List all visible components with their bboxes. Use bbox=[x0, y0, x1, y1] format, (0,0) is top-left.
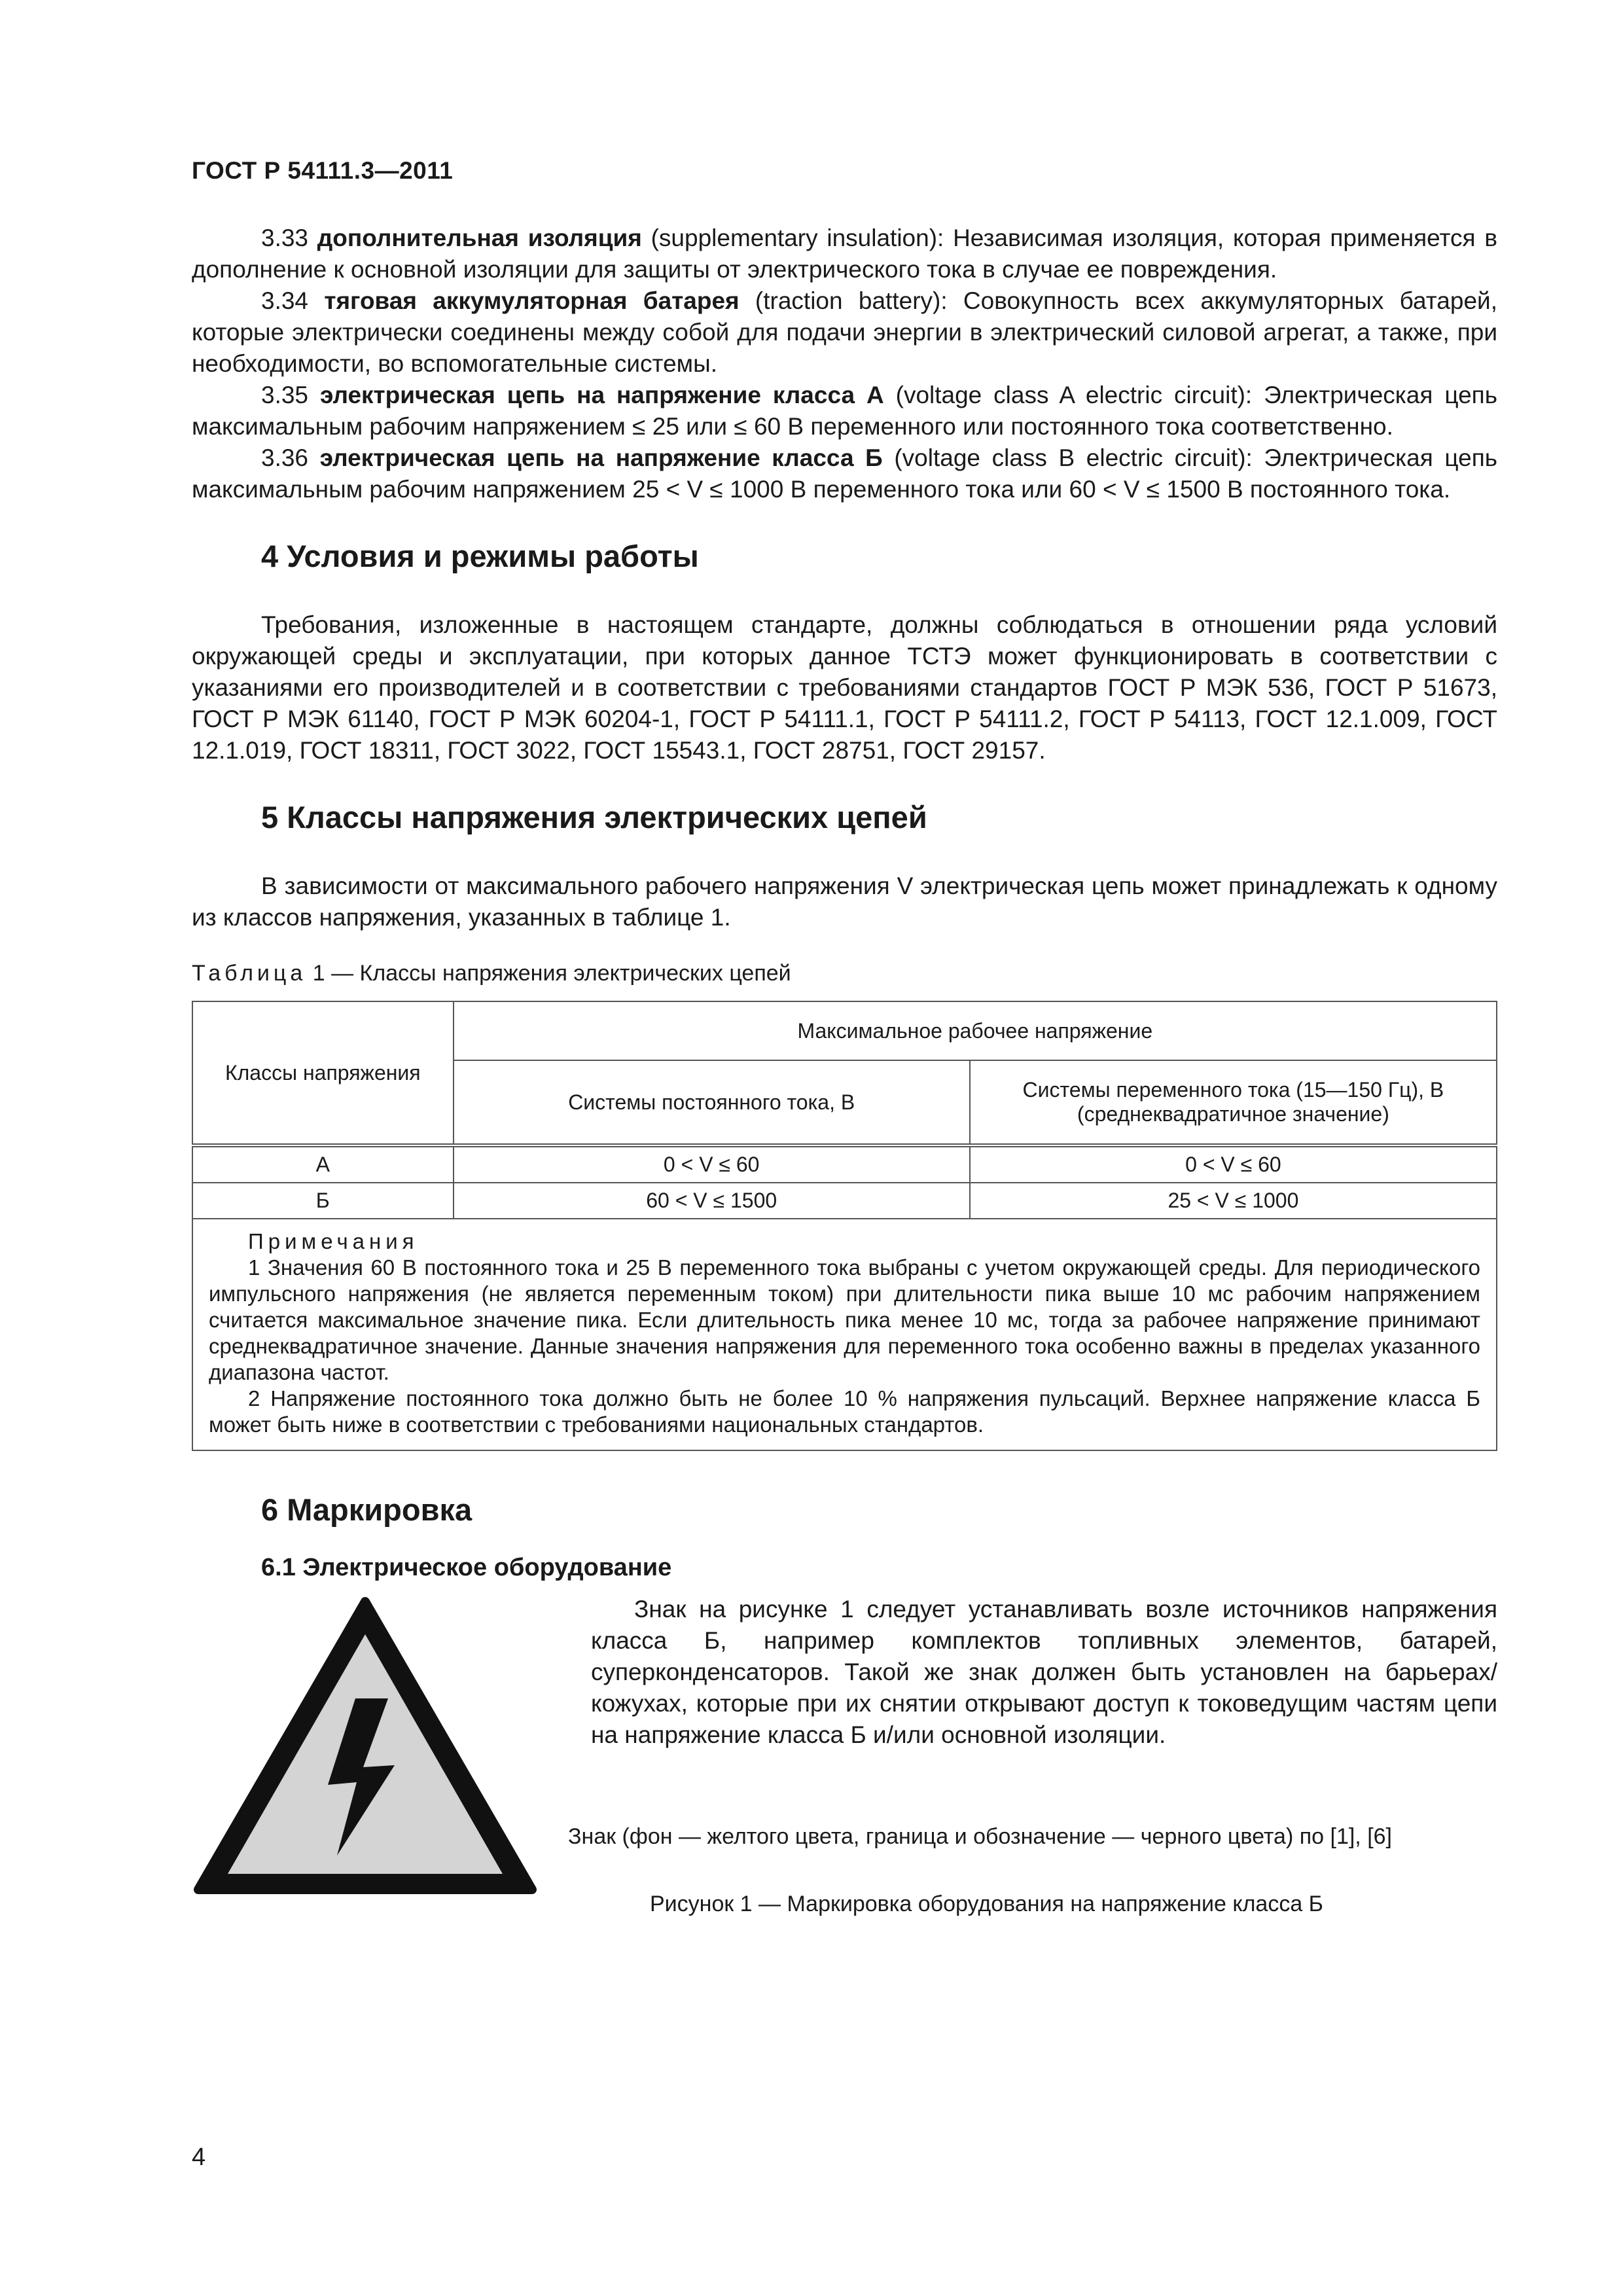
term-name: электрическая цепь на напряжение класса Б bbox=[319, 444, 883, 471]
page-number: 4 bbox=[192, 2144, 206, 2171]
term-3-36: 3.36 электрическая цепь на напряжение класса Б (voltage class B electric circuit): Электрическая цепь максимальным рабочим напряжением 25 < V ≤ 1000 В переменного тока или 60 < V ≤ 1500 В постоянного тока. bbox=[192, 444, 1498, 503]
table-notes bbox=[192, 1219, 1497, 1450]
marking-figure-block bbox=[192, 1594, 1497, 1947]
section-4-text: Требования, изложенные в настоящем стандарте, должны соблюдаться в отношении ряда условий окружающей среды и эксплуатации, при которых данное ТСТЭ может функционировать в соответствии с указаниями его производителей и в соответствии с требованиями стандартов ГОСТ Р МЭК 536, ГОСТ Р 51673, ГОСТ Р МЭК 61140, ГОСТ Р МЭК 60204-1, ГОСТ Р 54111.1, ГОСТ Р 54111.2, ГОСТ Р 54113, ГОСТ 12.1.009, ГОСТ 12.1.019, ГОСТ 18311, ГОСТ 3022, ГОСТ 15543.1, ГОСТ 28751, ГОСТ 29157. bbox=[192, 611, 1497, 764]
term-3-33: 3.33 дополнительная изоляция (supplementary insulation): Независимая изоляция, которая применяется в дополнение к основной изоляции для защиты от электрического тока в случае ее повреждения. bbox=[192, 224, 1498, 283]
dc-cell: 60 < V ≤ 1500 bbox=[454, 1183, 970, 1219]
table-header-row bbox=[192, 1001, 1497, 1060]
terms-list bbox=[192, 223, 1497, 505]
sign-caption: Знак (фон — желтого цвета, граница и обозначение — черного цвета) по [1], [6] bbox=[568, 1824, 1392, 1849]
ac-cell: 0 < V ≤ 60 bbox=[970, 1145, 1497, 1183]
high-voltage-warning-icon bbox=[192, 1594, 539, 1898]
notes-title: Примечания bbox=[248, 1229, 419, 1253]
section-5-title: 5 Классы напряжения электрических цепей bbox=[261, 800, 927, 834]
table-row bbox=[192, 1145, 1497, 1183]
section-6-1-title: 6.1 Электрическое оборудование bbox=[261, 1554, 672, 1581]
header-voltage-classes: Классы напряжения bbox=[192, 1001, 454, 1145]
marking-text-block bbox=[591, 1594, 1497, 1751]
section-6-title: 6 Маркировка bbox=[261, 1492, 473, 1527]
section-4-title: 4 Условия и режимы работы bbox=[261, 539, 699, 573]
header-max-voltage: Максимальное рабочее напряжение bbox=[454, 1001, 1497, 1060]
class-cell: Б bbox=[192, 1183, 454, 1219]
header-dc-systems: Системы постоянного тока, В bbox=[454, 1060, 970, 1145]
term-3-34: 3.34 тяговая аккумуляторная батарея (traction battery): Совокупность всех аккумуляторных батарей, которые электрически соединены между собой для подачи энергии в электрический силовой агрегат, а также, при необходимости, во вспомогательные системы. bbox=[192, 287, 1497, 377]
term-name: электрическая цепь на напряжение класса А bbox=[319, 382, 884, 408]
header-ac-systems: Системы переменного тока (15—150 Гц), В (среднеквадратичное значение) bbox=[970, 1060, 1497, 1145]
note-2: 2 Напряжение постоянного тока должно быть не более 10 % напряжения пульсаций. Верхнее напряжение класса Б может быть ниже в соответствии с требованиями национальных стандартов. bbox=[209, 1386, 1480, 1437]
voltage-classes-table bbox=[192, 1001, 1497, 1451]
table-row bbox=[192, 1183, 1497, 1219]
note-1: 1 Значения 60 В постоянного тока и 25 В переменного тока выбраны с учетом окружающей среды. Для периодического импульсного напряжения (не является переменным током) при длительности пика выше 10 мс рабочим напряжением считается максимальное значение пика. Если длительность пика менее 10 мс, тогда за рабочее напряжение принимают среднеквадратичное значение. Данные значения напряжения для переменного тока особенно важны в пределах указанного диапазона частот. bbox=[209, 1255, 1480, 1384]
marking-text: Знак на рисунке 1 следует устанавливать возле источников напряжения класса Б, например комплектов топливных элементов, батарей, суперконденсаторов. Такой же знак должен быть установлен на барьерах/кожухах, которые при их снятии открывают доступ к токоведущим частям цепи на напряжение класса Б и/или основной изоляции. bbox=[591, 1596, 1497, 1748]
figure-caption: Рисунок 1 — Маркировка оборудования на напряжение класса Б bbox=[650, 1892, 1323, 1916]
document-page bbox=[192, 157, 1497, 1947]
ac-cell: 25 < V ≤ 1000 bbox=[970, 1183, 1497, 1219]
term-name: тяговая аккумуляторная батарея bbox=[324, 287, 740, 314]
document-header: ГОСТ Р 54111.3—2011 bbox=[192, 157, 454, 184]
term-name: дополнительная изоляция bbox=[317, 224, 642, 251]
dc-cell: 0 < V ≤ 60 bbox=[454, 1145, 970, 1183]
section-5-text: В зависимости от максимального рабочего напряжения V электрическая цепь может принадлежать к одному из классов напряжения, указанных в таблице 1. bbox=[192, 872, 1497, 931]
table-notes-row bbox=[192, 1219, 1497, 1450]
class-cell: А bbox=[192, 1145, 454, 1183]
table-1-caption: Таблица 1 — Классы напряжения электрических цепей bbox=[192, 961, 791, 986]
term-3-35: 3.35 электрическая цепь на напряжение класса А (voltage class A electric circuit): Электрическая цепь максимальным рабочим напряжением ≤ 25 или ≤ 60 В переменного или постоянного тока соответственно. bbox=[192, 382, 1497, 440]
